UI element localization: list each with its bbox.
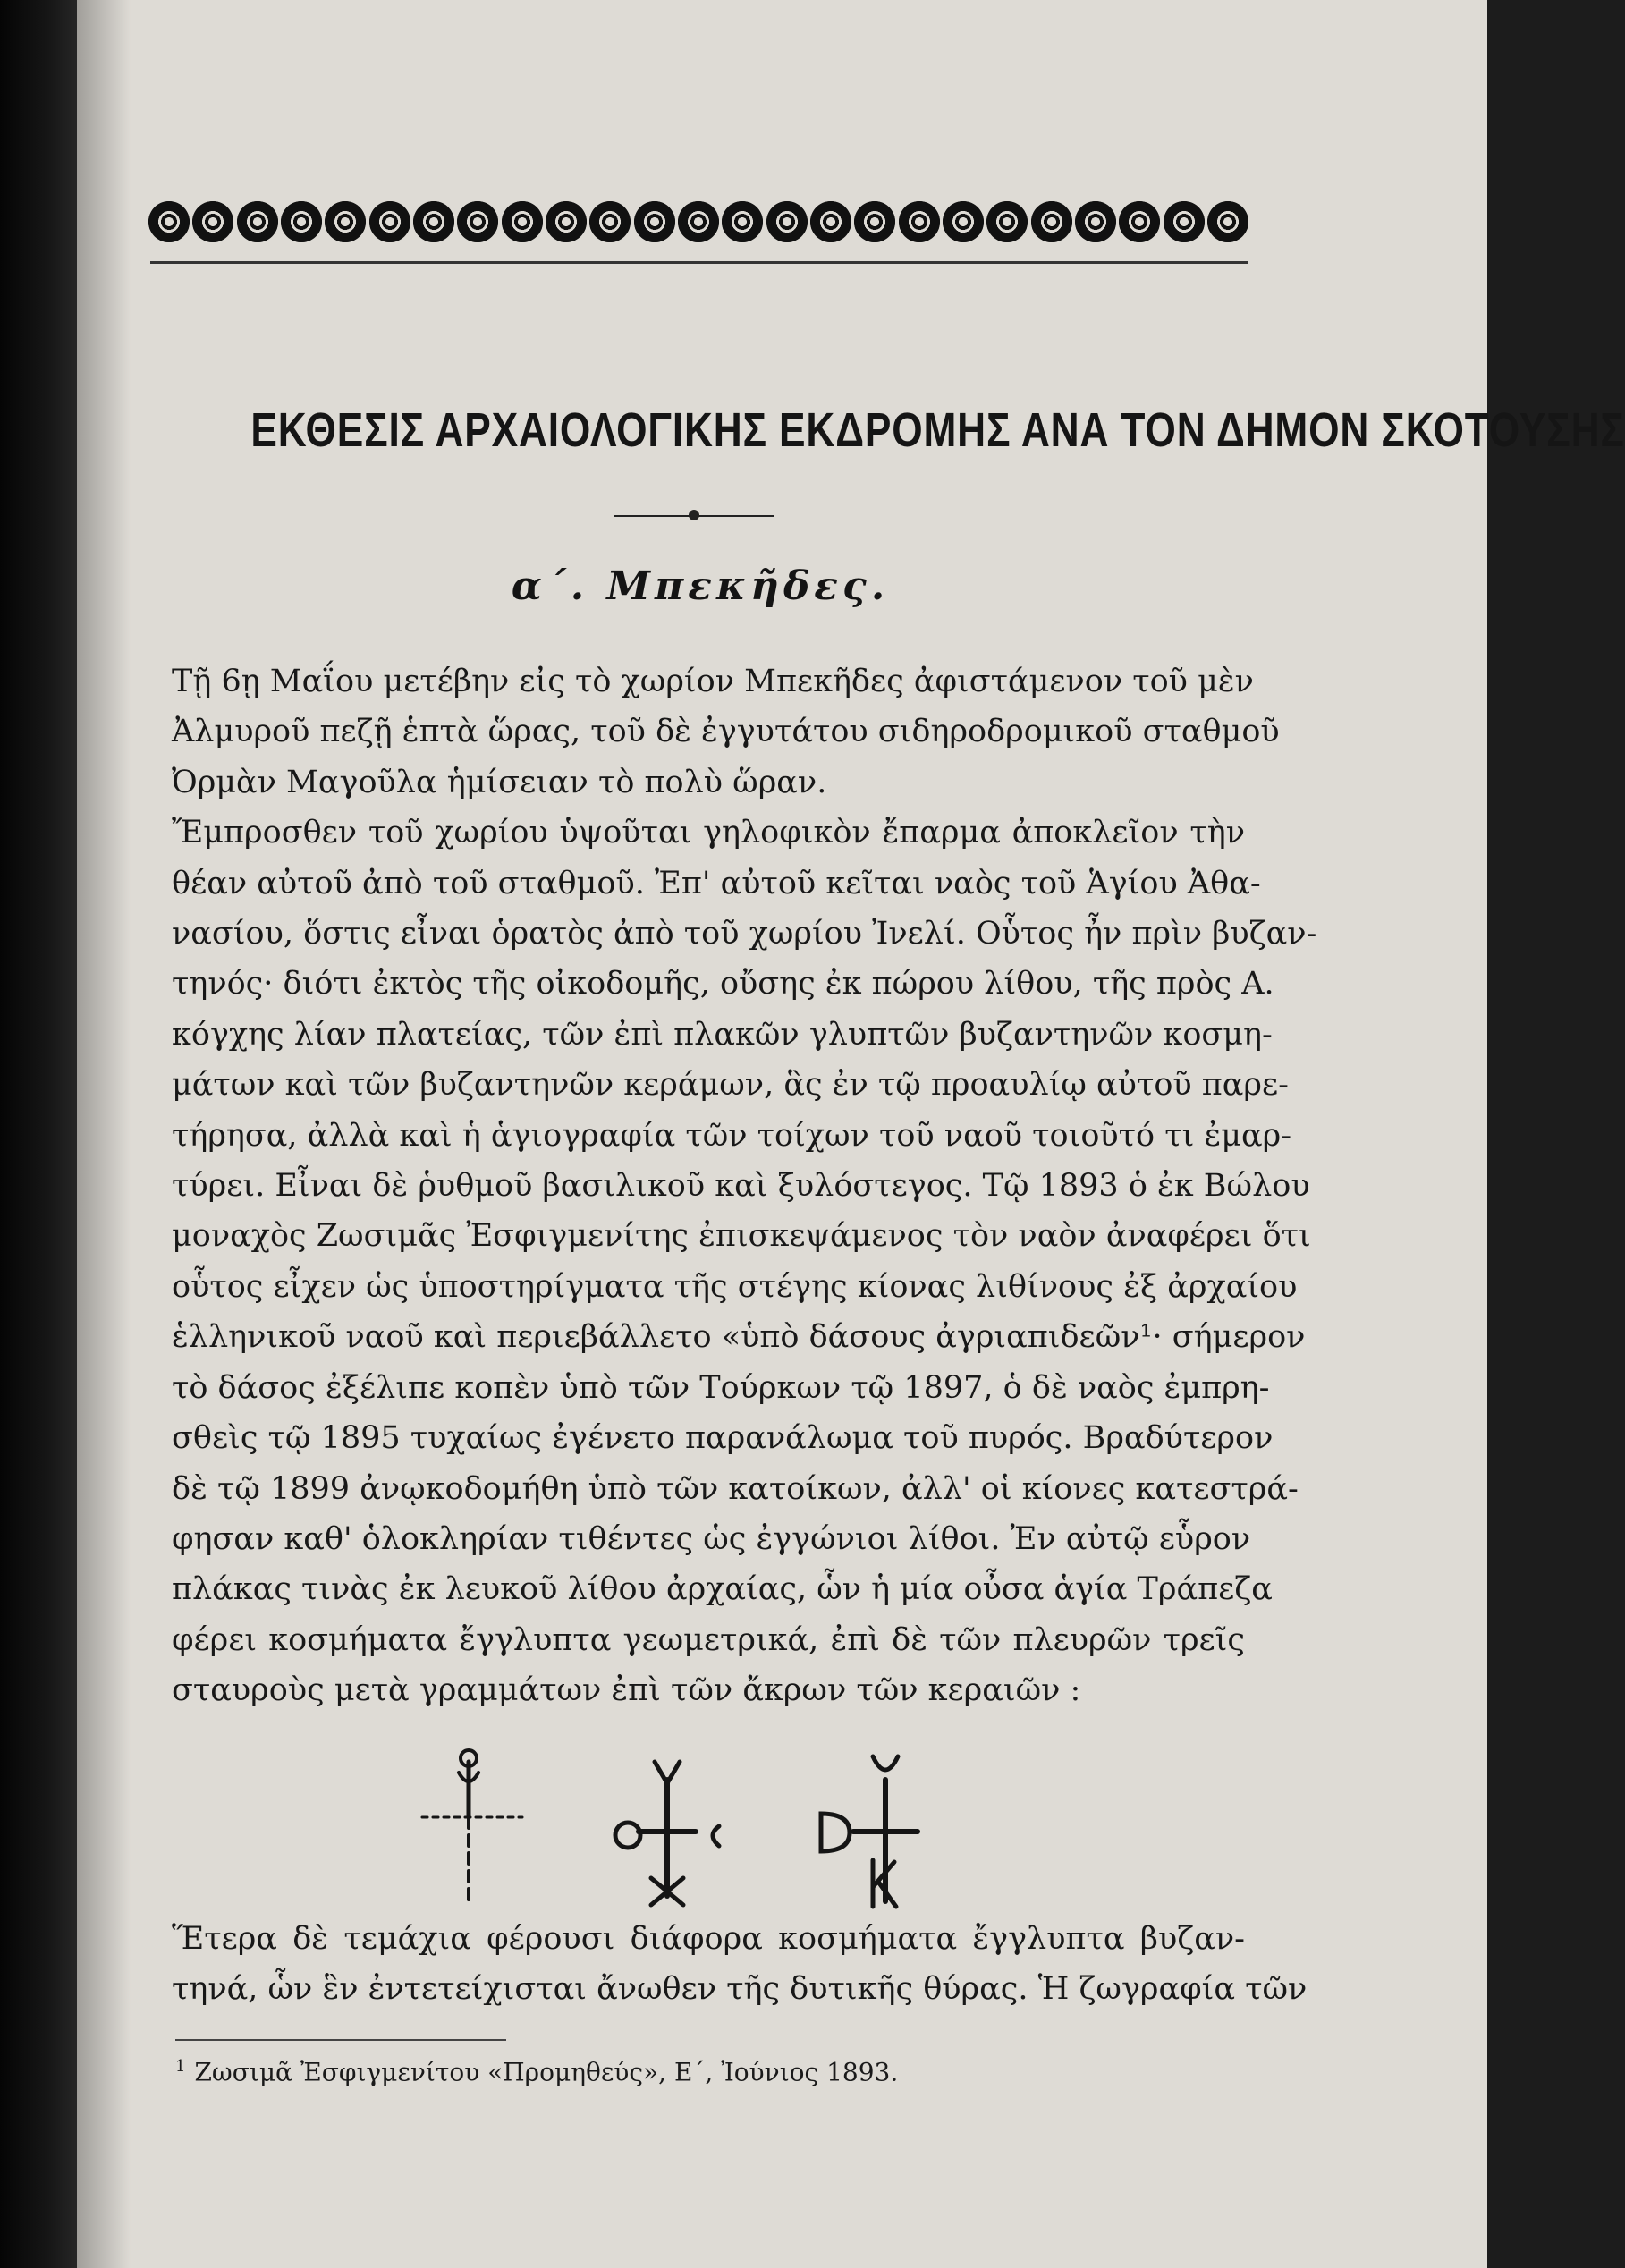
body-line: μοναχὸς Ζωσιμᾶς Ἐσφιγμενίτης ἐπισκεψάμενος τὸν ναὸν ἀναφέρει ὅτι [172,1218,1311,1255]
rosette-icon [986,201,1028,242]
rosette-icon [1119,201,1160,242]
body-text [172,656,1317,1716]
rosette-icon [722,201,763,242]
rosette-icon [1075,201,1116,242]
book-binding-shadow [0,0,77,2268]
body-line: ἑλληνικοῦ ναοῦ καὶ περιεβάλλετο «ὑπὸ δάσους ἀγριαπιδεῶν¹· σήμερον [172,1319,1306,1356]
rosette-icon [457,201,498,242]
rosette-icon [237,201,278,242]
body-line: μάτων καὶ τῶν βυζαντηνῶν κεράμων, ἃς ἐν τῷ προαυλίῳ αὐτοῦ παρε- [172,1067,1289,1104]
body-line: Ἀλμυροῦ πεζῇ ἑπτὰ ὥρας, τοῦ δὲ ἐγγυτάτου σιδηροδρομικοῦ σταθμοῦ [172,714,1280,750]
rosette-icon [502,201,543,242]
rosette-icon [546,201,587,242]
cross-symbol-1-icon [422,1750,522,1905]
cross-symbol-3-icon [821,1756,918,1907]
rosette-icon [192,201,233,242]
body-line: σθεὶς τῷ 1895 τυχαίως ἐγένετο παρανάλωμα τοῦ πυρός. Βραδύτερον [172,1420,1274,1457]
body-line: δὲ τῷ 1899 ἀνῳκοδομήθη ὑπὸ τῶν κατοίκων, ἀλλ' οἱ κίονες κατεστρά- [172,1470,1299,1507]
rosette-icon [1164,201,1205,242]
cross-symbol-2-icon [615,1762,719,1905]
rosette-icon [369,201,410,242]
body-line: Ἕτερα δὲ τεμάχια φέρουσι διάφορα κοσμήματα ἔγγλυπτα βυζαν- [172,1921,1245,1957]
rosette-icon [899,201,940,242]
rosette-icon [634,201,675,242]
body-line: τύρει. Εἶναι δὲ ῥυθμοῦ βασιλικοῦ καὶ ξυλόστεγος. Τῷ 1893 ὁ ἐκ Βώλου [172,1168,1310,1205]
section-heading: α΄. Μπεκῆδες. [511,563,890,609]
body-line: τὸ δάσος ἐξέλιπε κοπὲν ὑπὸ τῶν Τούρκων τῷ 1897, ὁ δὲ ναὸς ἐμπρη- [172,1369,1270,1406]
body-line: τήρησα, ἀλλὰ καὶ ἡ ἁγιογραφία τῶν τοίχων τοῦ ναοῦ τοιοῦτό τι ἐμαρ- [172,1117,1292,1154]
page-title: ΕΚΘΕΣΙΣ ΑΡΧΑΙΟΛΟΓΙΚΗΣ ΕΚΔΡΟΜΗΣ ΑΝΑ ΤΟΝ ΔΗΜΟΝ ΣΚΟΤΟΥΣΗΣ [250,403,1625,457]
rosette-icon [325,201,366,242]
body-line: Ὀρμὰν Μαγοῦλα ἡμίσειαν τὸ πολὺ ὥραν. [172,764,827,800]
rosette-icon [810,201,851,242]
cross-symbols [417,1744,1096,1914]
rosette-icon [854,201,895,242]
rosette-icon [281,201,322,242]
footnote-rule [175,2039,506,2041]
footnote-mark: 1 [175,2057,186,2076]
body-line: Ἔμπροσθεν τοῦ χωρίου ὑψοῦται γηλοφικὸν ἔπαρμα ἀποκλεῖον τὴν [172,815,1245,851]
body-line: φέρει κοσμήματα ἔγγλυπτα γεωμετρικά, ἐπὶ δὲ τῶν πλευρῶν τρεῖς [172,1621,1245,1658]
body-line: πλάκας τινὰς ἐκ λευκοῦ λίθου ἀρχαίας, ὧν ἡ μία οὖσα ἁγία Τράπεζα [172,1571,1273,1608]
footnote-text: Ζωσιμᾶ Ἐσφιγμενίτου «Προμηθεύς», Ε΄, Ἰούνιος 1893. [194,2057,899,2087]
body-line: τηνά, ὧν ἓν ἐντετείχισται ἄνωθεν τῆς δυτικῆς θύρας. Ἡ ζωγραφία τῶν [172,1971,1308,2007]
rosette-icon [943,201,984,242]
rosette-icon [148,201,190,242]
footnote [175,2057,1204,2086]
body-line: κόγχης λίαν πλατείας, τῶν ἐπὶ πλακῶν γλυπτῶν βυζαντηνῶν κοσμη- [172,1016,1273,1053]
rosette-icon [413,201,454,242]
book-page [77,0,1625,2268]
body-line: οὗτος εἶχεν ὡς ὑποστηρίγματα τῆς στέγης κίονας λιθίνους ἐξ ἀρχαίου [172,1268,1298,1305]
body-line: φησαν καθ' ὁλοκληρίαν τιθέντες ὡς ἐγγώνιοι λίθοι. Ἐν αὐτῷ εὗρον [172,1520,1251,1557]
body-line: σταυροὺς μετὰ γραμμάτων ἐπὶ τῶν ἄκρων τῶν κεραιῶν : [172,1672,1081,1709]
rosette-icon [1207,201,1248,242]
body-line: τηνός· διότι ἐκτὸς τῆς οἰκοδομῆς, οὔσης ἐκ πώρου λίθου, τῆς πρὸς Α. [172,966,1274,1003]
continuation-text [172,1914,1308,2014]
title-separator-dot [689,510,699,520]
rosette-border-icon [148,199,1248,245]
body-line: Τῇ 6ῃ Μαΐου μετέβην εἰς τὸ χωρίον Μπεκῆδες ἀφιστάμενον τοῦ μὲν [172,664,1254,699]
header-rule [150,261,1248,264]
rosette-icon [766,201,808,242]
rosette-icon [678,201,719,242]
rosette-icon [1031,201,1072,242]
body-line: θέαν αὐτοῦ ἀπὸ τοῦ σταθμοῦ. Ἐπ' αὐτοῦ κεῖται ναὸς τοῦ Ἁγίου Ἀθα- [172,865,1261,901]
rosette-icon [589,201,631,242]
body-line: νασίου, ὅστις εἶναι ὁρατὸς ἀπὸ τοῦ χωρίου Ἰνελί. Οὗτος ἦν πρὶν βυζαν- [172,916,1317,952]
